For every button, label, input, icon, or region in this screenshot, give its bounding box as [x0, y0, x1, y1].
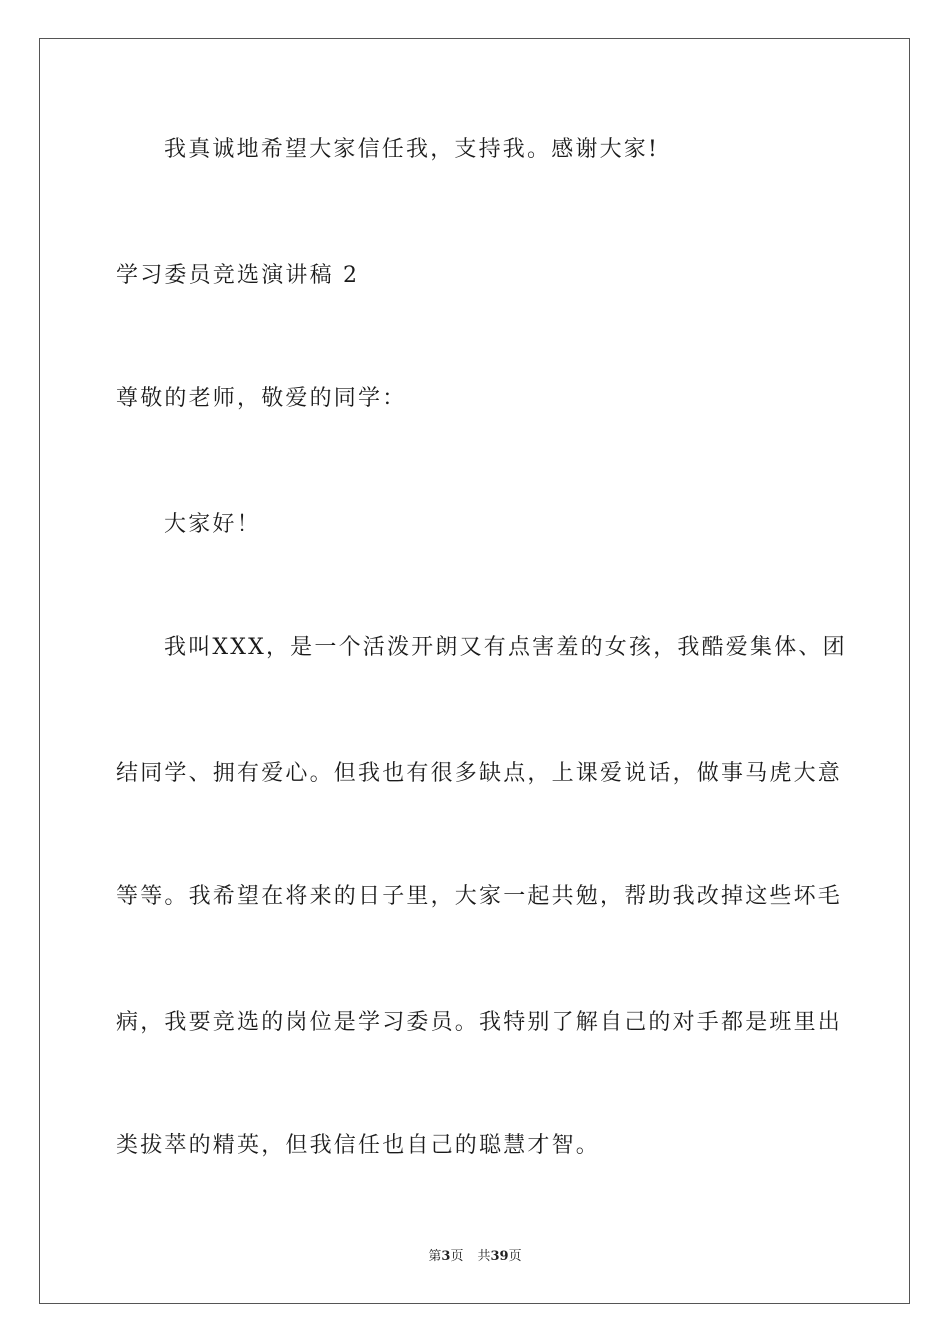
- paragraph-line: 病，我要竞选的岗位是学习委员。我特别了解自己的对手都是班里出: [116, 1010, 843, 1035]
- greeting: 大家好！: [164, 512, 261, 537]
- total-pages: 39: [490, 1249, 509, 1264]
- page-number: 3: [441, 1249, 451, 1264]
- closing-sentence: 我真诚地希望大家信任我，支持我。感谢大家!: [164, 137, 660, 162]
- paragraph-line: 类拔萃的精英，但我信任也自己的聪慧才智。: [116, 1133, 601, 1158]
- page-footer: [0, 1248, 950, 1266]
- page-prefix: 第: [428, 1249, 442, 1264]
- paragraph-line: 等等。我希望在将来的日子里，大家一起共勉，帮助我改掉这些坏毛: [116, 884, 843, 909]
- page-frame: [39, 38, 910, 1304]
- total-suffix: 页: [508, 1249, 522, 1264]
- salutation: 尊敬的老师，敬爱的同学：: [116, 386, 407, 411]
- total-prefix: 共: [477, 1249, 491, 1264]
- paragraph-line: 结同学、拥有爱心。但我也有很多缺点，上课爱说话，做事马虎大意: [116, 761, 843, 786]
- paragraph-line: 我叫XXX，是一个活泼开朗又有点害羞的女孩，我酷爱集体、团: [164, 635, 847, 660]
- section-title: 学习委员竞选演讲稿 2: [116, 263, 360, 288]
- page-suffix: 页: [450, 1249, 464, 1264]
